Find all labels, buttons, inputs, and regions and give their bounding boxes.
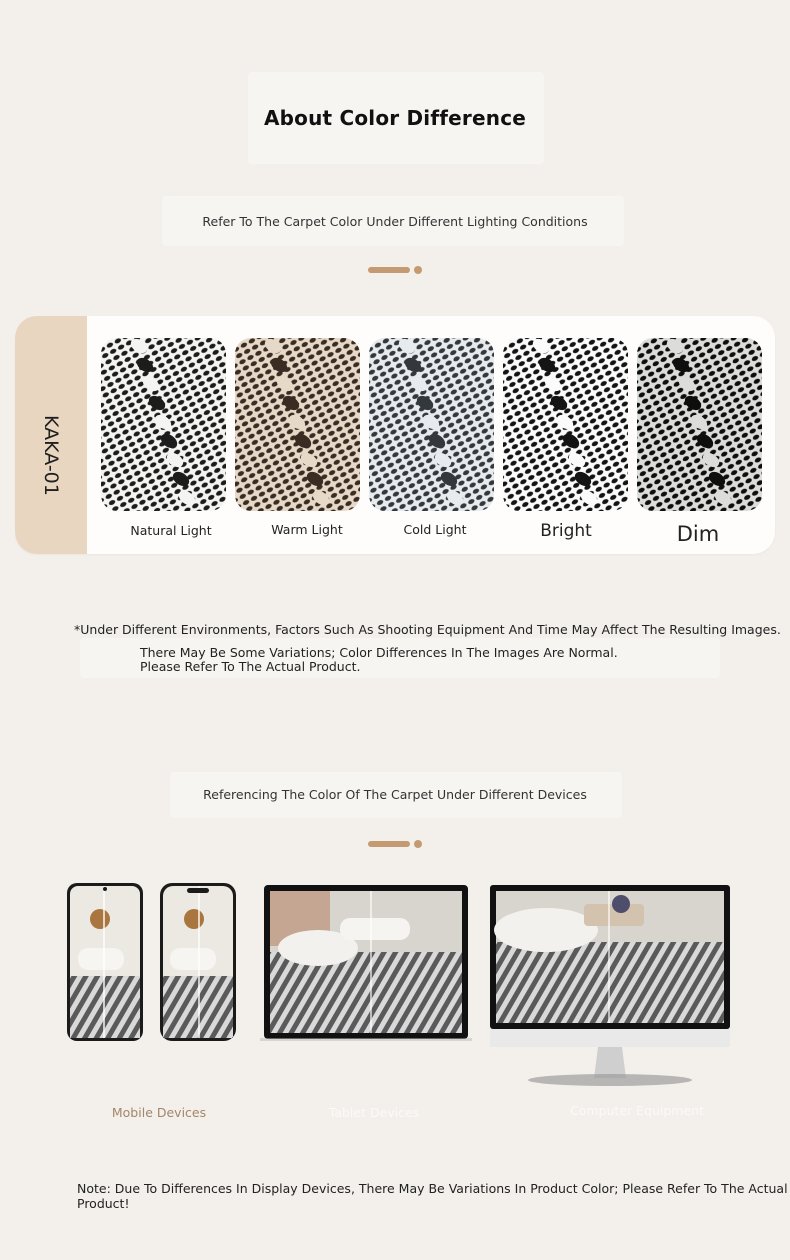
swatch-warm-light (235, 338, 360, 511)
swatch-label-cold-light: Cold Light (403, 522, 467, 537)
woven-texture-image (235, 338, 360, 511)
device-label-mobile: Mobile Devices (111, 1105, 207, 1120)
swatch-cold-light (369, 338, 494, 511)
disclaimer-line-1: *Under Different Environments, Factors Such As Shooting Equipment And Time May Affect The Resulting Images. (74, 622, 781, 637)
devices-divider (368, 840, 428, 848)
swatch-bright (503, 338, 628, 511)
model-name: KAKA-01 (40, 415, 62, 496)
lighting-subtitle: Refer To The Carpet Color Under Different Lighting Conditions (202, 214, 588, 229)
swatch-label-bright: Bright (540, 521, 592, 541)
swatch-label-warm-light: Warm Light (271, 522, 343, 537)
woven-texture-image (101, 338, 226, 511)
woven-texture-image (503, 338, 628, 511)
divider-dot (414, 266, 422, 274)
device-label-computer: Computer Equipment (570, 1103, 704, 1118)
page-title: About Color Difference (263, 106, 527, 130)
divider-bar (368, 267, 410, 273)
woven-texture-image (369, 338, 494, 511)
divider-bar (368, 841, 410, 847)
bottom-note: Note: Due To Differences In Display Devices, There May Be Variations In Product Color; Please Refer To The Actual Product! (77, 1181, 788, 1211)
devices-subtitle: Referencing The Color Of The Carpet Under Different Devices (203, 787, 587, 802)
mobile-phone-icon (60, 876, 246, 1048)
desktop-monitor-icon (486, 882, 734, 1094)
divider-dot (414, 840, 422, 848)
swatch-natural-light (101, 338, 226, 511)
color-swatch-panel (15, 316, 775, 554)
swatch-label-dim: Dim (676, 522, 720, 546)
swatch-dim (637, 338, 762, 511)
model-side-tab (15, 316, 87, 554)
disclaimer-line-2: There May Be Some Variations; Color Differences In The Images Are Normal. Please Refer To The Actual Product. (140, 645, 618, 674)
device-label-tablet: Tablet Devices (328, 1105, 420, 1120)
swatch-label-natural-light: Natural Light (130, 523, 212, 538)
tablet-icon (260, 882, 472, 1044)
woven-texture-image (637, 338, 762, 511)
section-divider (368, 266, 428, 274)
